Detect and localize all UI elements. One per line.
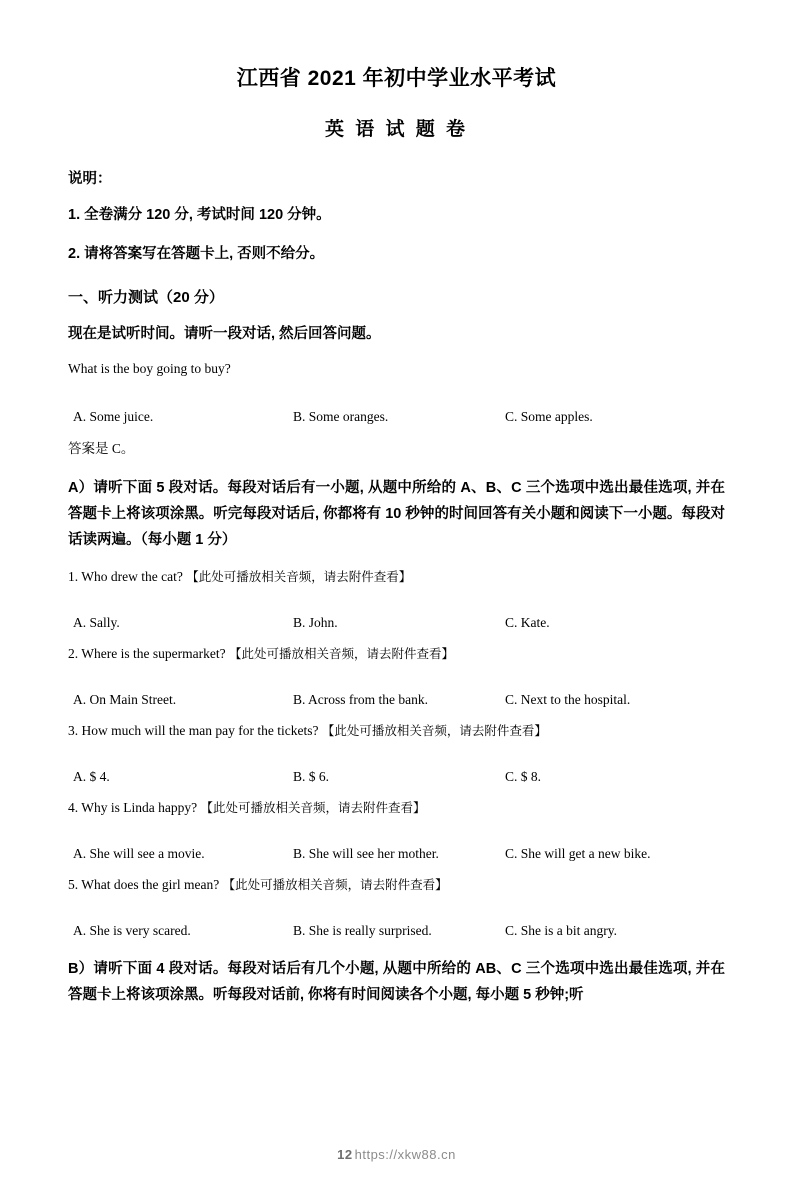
- choice-a: A. $ 4.: [73, 768, 110, 784]
- part-b-instruction: B）请听下面 4 段对话。每段对话后有几个小题, 从题中所给的 AB、C 三个选项中选出最佳选项, 并在答题卡上将该项涂黑。听每段对话前, 你将有时间阅读各个小题, 每小题 5 秒钟;听: [68, 960, 725, 1003]
- question-2-text: Where is the supermarket?: [81, 645, 226, 661]
- page-number: 12: [337, 1147, 353, 1162]
- sample-choices: [68, 409, 725, 425]
- question-5-number: 5.: [68, 876, 79, 892]
- choice-b: B. Some oranges.: [293, 408, 389, 424]
- question-2-number: 2.: [68, 645, 79, 661]
- choice-b: B. $ 6.: [293, 768, 330, 784]
- question-4-choices: [68, 846, 725, 862]
- choice-c: C. Some apples.: [505, 408, 593, 424]
- question-3-text: How much will the man pay for the tickets?: [81, 722, 319, 738]
- instruction-line-2: 2. 请将答案写在答题卡上, 否则不给分。: [68, 245, 325, 262]
- choice-b: B. She is really surprised.: [293, 922, 432, 938]
- instruction-line-1: 1. 全卷满分 120 分, 考试时间 120 分钟。: [68, 207, 331, 223]
- choice-a: A. She is very scared.: [73, 922, 191, 938]
- audio-note-4: 【此处可播放相关音频，请去附件查看】: [200, 800, 426, 815]
- question-1-number: 1.: [68, 568, 79, 584]
- question-4-text: Why is Linda happy?: [81, 799, 198, 815]
- choice-c: C. $ 8.: [505, 768, 542, 784]
- choice-a: A. She will see a movie.: [73, 845, 205, 861]
- audio-note-5: 【此处可播放相关音频，请去附件查看】: [222, 877, 448, 892]
- choice-b: B. Across from the bank.: [293, 691, 428, 707]
- choice-c: C. Next to the hospital.: [505, 691, 631, 707]
- choice-a: A. Sally.: [73, 614, 120, 630]
- question-1-text: Who drew the cat?: [81, 568, 183, 584]
- choice-c: C. She will get a new bike.: [505, 845, 651, 861]
- audio-note-1: 【此处可播放相关音频，请去附件查看】: [186, 569, 412, 584]
- choice-b: B. John.: [293, 614, 338, 630]
- section-heading-listening: 一、听力测试（20 分）: [68, 288, 224, 306]
- question-5-text: What does the girl mean?: [81, 876, 220, 892]
- choice-a: A. Some juice.: [73, 408, 154, 424]
- audio-note-2: 【此处可播放相关音频，请去附件查看】: [228, 646, 454, 661]
- question-4-number: 4.: [68, 799, 79, 815]
- choice-c: C. She is a bit angry.: [505, 922, 617, 938]
- question-3: [68, 721, 725, 739]
- exam-page: [0, 62, 793, 1184]
- listening-intro: 现在是试听时间。请听一段对话, 然后回答问题。: [68, 325, 381, 342]
- question-2-choices: [68, 692, 725, 708]
- sample-answer: 答案是 C。: [68, 440, 135, 456]
- part-a-instruction: A）请听下面 5 段对话。每段对话后有一小题, 从题中所给的 A、B、C 三个选项中选出最佳选项, 并在答题卡上将该项涂黑。听完每段对话后, 你都将有 10 秒钟的时间回答有关小题和阅读下一小题。每段对话读两遍。（每小题 1 分）: [68, 480, 725, 548]
- footer-url: https://xkw88.cn: [354, 1147, 456, 1162]
- instructions-label: 说明：: [68, 171, 112, 187]
- question-4: [68, 798, 725, 816]
- question-5-choices: [68, 923, 725, 939]
- page-title: 江西省 2021 年初中学业水平考试: [236, 67, 557, 90]
- audio-note-3: 【此处可播放相关音频，请去附件查看】: [321, 723, 547, 738]
- page-footer: [0, 1147, 793, 1162]
- choice-a: A. On Main Street.: [73, 691, 177, 707]
- sample-question: What is the boy going to buy?: [68, 361, 231, 377]
- question-5: [68, 875, 725, 893]
- question-3-choices: [68, 769, 725, 785]
- choice-b: B. She will see her mother.: [293, 845, 439, 861]
- question-3-number: 3.: [68, 722, 79, 738]
- page-subtitle: 英 语 试 题 卷: [324, 119, 469, 140]
- question-1: [68, 567, 725, 585]
- question-2: [68, 644, 725, 662]
- question-1-choices: [68, 615, 725, 631]
- choice-c: C. Kate.: [505, 614, 550, 630]
